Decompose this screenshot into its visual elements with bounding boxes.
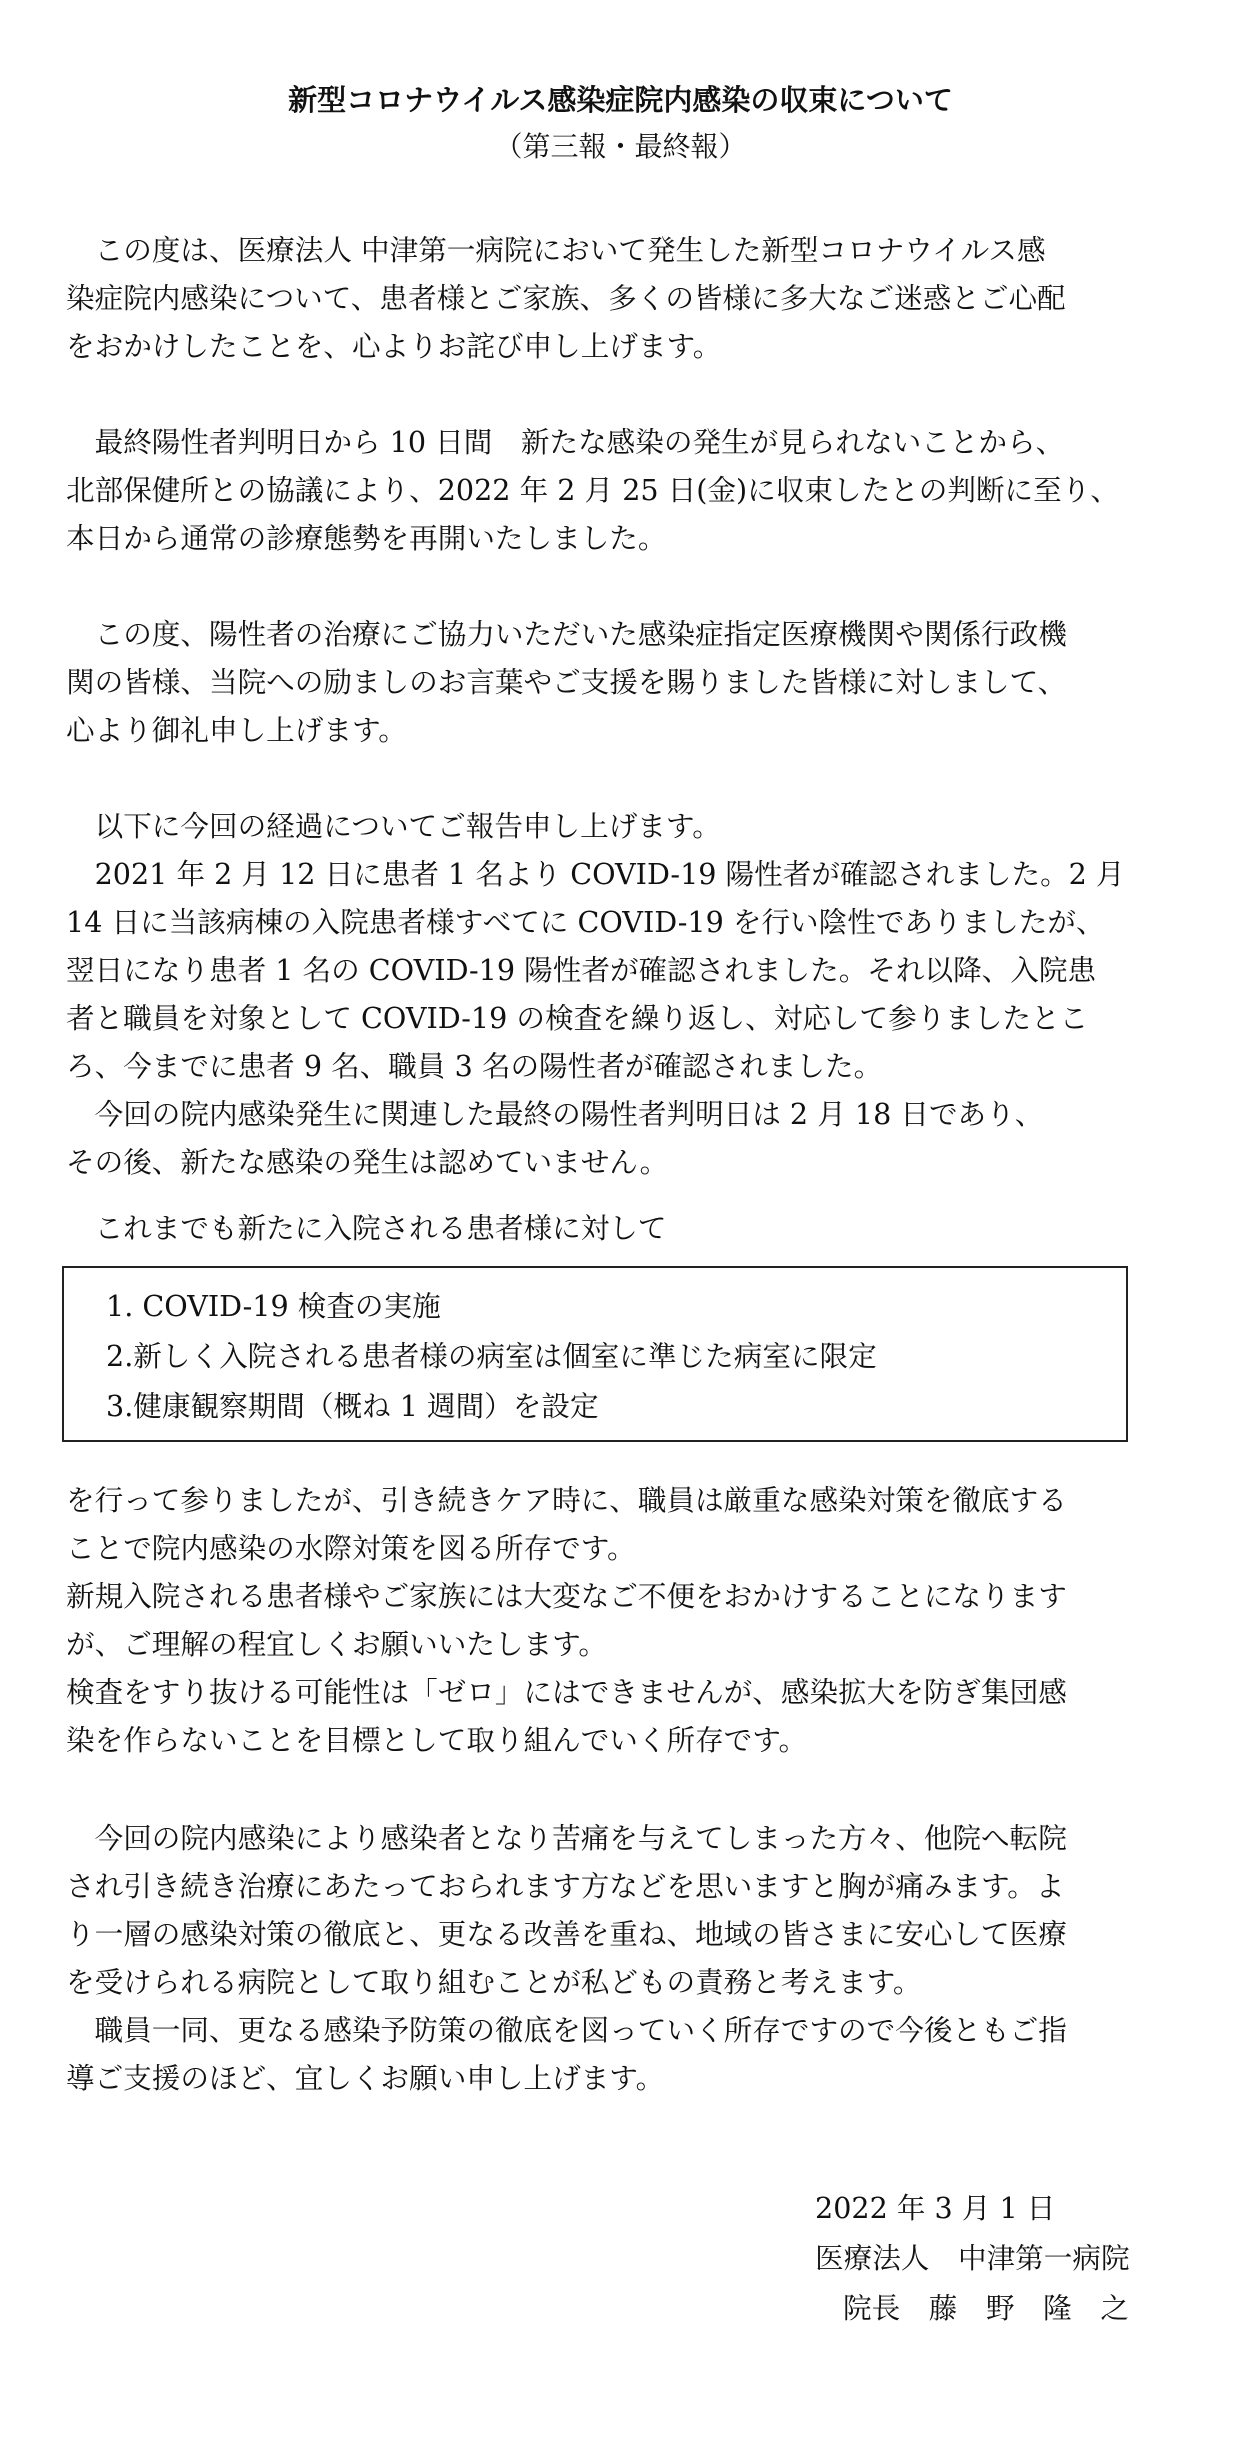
paragraph-line: その後、新たな感染の発生は認めていません。 (66, 1145, 669, 1179)
paragraph-line: 染を作らないことを目標として取り組んでいく所存です。 (66, 1723, 808, 1757)
paragraph-line: 最終陽性者判明日から 10 日間 新たな感染の発生が見られないことから、 (66, 425, 1065, 459)
paragraph-line: 染症院内感染について、患者様とご家族、多くの皆様に多大なご迷惑とご心配 (66, 281, 1066, 315)
paragraph-line: ことで院内感染の水際対策を図る所存です。 (66, 1531, 636, 1565)
paragraph-line: 心より御礼申し上げます。 (66, 713, 407, 747)
paragraph-line: 導ご支援のほど、宜しくお願い申し上げます。 (66, 2061, 665, 2095)
paragraph-line: り一層の感染対策の徹底と、更なる改善を重ね、地域の皆さまに安心して医療 (66, 1917, 1067, 1951)
signature-date: 2022 年 3 月 1 日 (815, 2191, 1056, 2225)
paragraph-line: を行って参りましたが、引き続きケア時に、職員は厳重な感染対策を徹底する (66, 1483, 1067, 1517)
paragraph-line: 北部保健所との協議により、2022 年 2 月 25 日(金)に収束したとの判断に至り、 (66, 473, 1119, 507)
paragraph-line: 今回の院内感染発生に関連した最終の陽性者判明日は 2 月 18 日であり、 (66, 1097, 1044, 1131)
signature-director: 院長 藤 野 隆 之 (843, 2291, 1129, 2325)
paragraph-line: をおかけしたことを、心よりお詫び申し上げます。 (66, 329, 722, 363)
paragraph-line: 関の皆様、当院への励ましのお言葉やご支援を賜りました皆様に対しまして、 (66, 665, 1067, 699)
paragraph-line: が、ご理解の程宜しくお願いいたします。 (66, 1627, 607, 1661)
signature-organization: 医療法人 中津第一病院 (815, 2241, 1130, 2275)
paragraph-line: され引き続き治療にあたっておられます方などを思いますと胸が痛みます。よ (66, 1869, 1065, 1903)
paragraph-line: 翌日になり患者 1 名の COVID-19 陽性者が確認されました。それ以降、入院患 (66, 953, 1097, 987)
paragraph-line: 以下に今回の経過についてご報告申し上げます。 (66, 809, 721, 843)
paragraph-line: 2021 年 2 月 12 日に患者 1 名より COVID-19 陽性者が確認されました。2 月 (66, 857, 1125, 891)
paragraph-line: 検査をすり抜ける可能性は「ゼロ」にはできませんが、感染拡大を防ぎ集団感 (66, 1675, 1067, 1709)
paragraph-line: 者と職員を対象として COVID-19 の検査を繰り返し、対応して参りましたとこ (66, 1001, 1089, 1035)
measure-item: 1. COVID-19 検査の実施 (106, 1289, 441, 1323)
paragraph-line: ろ、今までに患者 9 名、職員 3 名の陽性者が確認されました。 (66, 1049, 883, 1083)
paragraph-line: を受けられる病院として取り組むことが私どもの責務と考えます。 (66, 1965, 922, 1999)
paragraph-line: 本日から通常の診療態勢を再開いたしました。 (66, 521, 667, 555)
document-title: 新型コロナウイルス感染症院内感染の収束について (288, 83, 953, 117)
paragraph-line: 今回の院内感染により感染者となり苦痛を与えてしまった方々、他院へ転院 (66, 1821, 1067, 1855)
paragraph-line: 職員一同、更なる感染予防策の徹底を図っていく所存ですので今後ともご指 (66, 2013, 1067, 2047)
measure-item: 2.新しく入院される患者様の病室は個室に準じた病室に限定 (106, 1339, 877, 1373)
measure-item: 3.健康観察期間（概ね 1 週間）を設定 (106, 1389, 599, 1423)
intro-line: これまでも新たに入院される患者様に対して (66, 1211, 667, 1245)
paragraph-line: この度は、医療法人 中津第一病院において発生した新型コロナウイルス感 (66, 233, 1046, 267)
paragraph-line: 新規入院される患者様やご家族には大変なご不便をおかけすることになります (66, 1579, 1067, 1613)
paragraph-line: 14 日に当該病棟の入院患者様すべてに COVID-19 を行い陰性でありましたが、 (66, 905, 1105, 939)
paragraph-line: この度、陽性者の治療にご協力いただいた感染症指定医療機関や関係行政機 (66, 617, 1067, 651)
document-subtitle: （第三報・最終報） (494, 130, 747, 163)
